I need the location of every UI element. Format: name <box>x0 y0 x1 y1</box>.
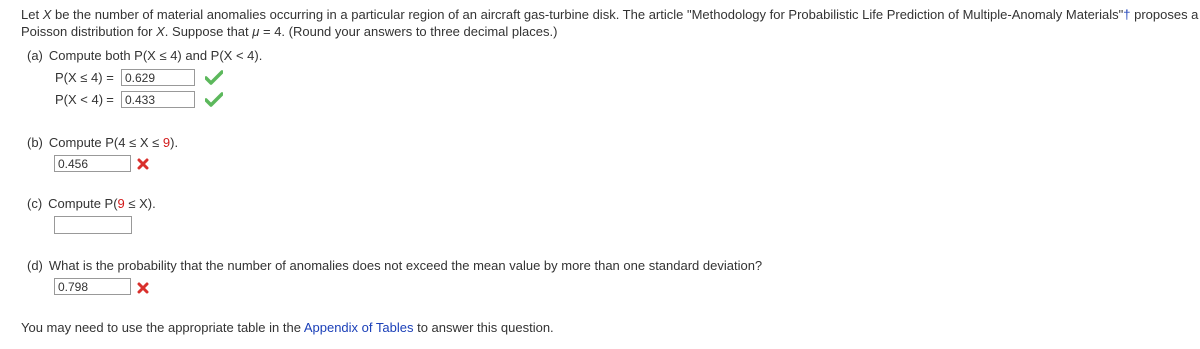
check-icon <box>205 92 223 107</box>
intro-text: be the number of material anomalies occurring in a particular region of an aircraft gas-turbine disk. The article "Methodology for Probabilistic Life Prediction of Multiple-Anomaly Materials" <box>51 7 1124 22</box>
footer-text: You may need to use the appropriate table in the <box>21 320 304 335</box>
part-letter: (c) <box>27 196 43 211</box>
highlight-number: 9 <box>162 135 171 150</box>
intro-line-1 <box>21 7 1198 22</box>
part-prompt: ). <box>170 135 179 150</box>
footer-text: to answer this question. <box>413 320 554 335</box>
part-prompt: ≤ X). <box>124 196 156 211</box>
answer-input-b[interactable]: 0.456 <box>54 155 131 172</box>
answer-label: P(X ≤ 4) <box>55 70 103 85</box>
appendix-link[interactable]: Appendix of Tables <box>303 320 414 335</box>
part-d-prompt <box>27 258 762 273</box>
intro-text: . Suppose that <box>164 24 253 39</box>
part-prompt: Compute both P(X ≤ 4) and P(X < 4). <box>48 48 263 63</box>
check-icon <box>205 70 223 85</box>
cross-icon <box>137 282 149 294</box>
answer-label: P(X < 4) <box>55 92 104 107</box>
footer-note <box>21 320 554 335</box>
answer-input-a1[interactable]: 0.629 <box>121 69 195 86</box>
answer-row-a2 <box>55 91 195 108</box>
part-letter: (a) <box>27 48 43 63</box>
equals-sign: = <box>106 70 114 85</box>
var-x: X <box>156 24 165 39</box>
part-prompt: Compute P( <box>48 196 118 211</box>
intro-line-2 <box>21 24 557 39</box>
intro-text: Poisson distribution for <box>21 24 157 39</box>
answer-input-a2[interactable]: 0.433 <box>121 91 195 108</box>
part-letter: (d) <box>27 258 43 273</box>
footnote-dagger-link[interactable]: † <box>1123 7 1131 22</box>
var-x: X <box>42 7 52 22</box>
part-prompt: Compute P(4 ≤ X ≤ <box>48 135 163 150</box>
part-c-prompt <box>27 196 156 211</box>
part-b-prompt <box>27 135 178 150</box>
answer-row-a1 <box>55 69 195 86</box>
intro-text: = 4. (Round your answers to three decimal places.) <box>259 24 558 39</box>
cross-icon <box>137 158 149 170</box>
intro-text: Let <box>21 7 43 22</box>
part-a-prompt <box>27 48 262 63</box>
intro-text: proposes a <box>1130 7 1199 22</box>
highlight-number: 9 <box>117 196 125 211</box>
part-prompt: What is the probability that the number of anomalies does not exceed the mean value by more than one standard deviation? <box>48 258 763 273</box>
part-letter: (b) <box>27 135 43 150</box>
answer-input-c[interactable] <box>54 216 132 234</box>
equals-sign: = <box>106 92 114 107</box>
mu-symbol: μ <box>252 24 260 39</box>
answer-input-d[interactable]: 0.798 <box>54 278 131 295</box>
